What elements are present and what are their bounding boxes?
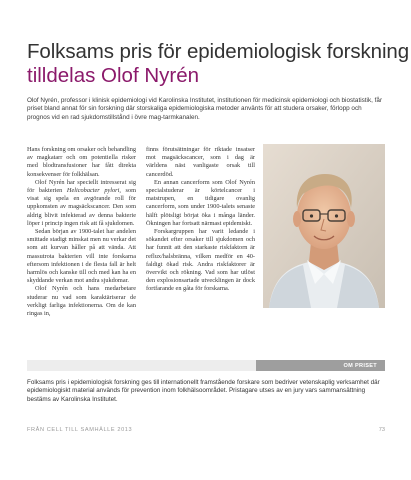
about-text: Folksams pris i epidemiologisk forskning ges till internationellt framstående forskare som bedriver vetenskaplig verksamhet där epidemiologiskt material används för prevention inom folkhälsoområdet. Pristagare utses av en jury vars sammansättning bestäms av Karolinska Institutet. <box>27 379 380 403</box>
footer-publication: FRÅN CELL TILL SAMHÄLLE 2013 <box>27 427 133 433</box>
paragraph: Hans forskning om orsaker och behandling av magkatarr och om potentiella risker med blodtransfusioner har fått direkta konsekvenser för folkhälsan. <box>27 146 136 178</box>
paragraph <box>27 179 136 228</box>
paragraph: En annan cancerform som Olof Nyrén specialstuderar är körtelcancer i matstrupen, en tidigare ovanlig cancerform, som under 1900-talets senaste hälft plötsligt börjat öka i många länder. Ökningen har fortsatt närmast epidemiskt. <box>146 178 255 227</box>
paragraph-text: , som visat sig spela en avgörande roll för uppkomsten av magsäckscancer. Den som aldrig blivit infekterad av denna bakterie löper i princip ingen risk att få sjukdomen. <box>27 187 136 227</box>
article-title-line1: Folksams pris för epidemiologisk forskning <box>27 40 410 63</box>
about-tag: OM PRISET <box>256 360 385 371</box>
paragraph: finns förutsättningar för riktade insatser mot magsäckscancer, som i dag är världens näst vanligaste orsak till cancerdöd. <box>146 146 255 178</box>
species-name: Helicobacter pylori <box>66 187 120 195</box>
paragraph: Olof Nyrén och hans medarbetare studerar nu vad som karaktäriserar de verkligt farliga infektionerna. Om de kan ringas in, <box>27 285 136 318</box>
paragraph: Sedan början av 1900-talet har andelen smittade stadigt minskat men nu verkar det som att kurvan håller på att vända. Att massutrota bakterien vill inte forskarna eftersom infektionen i de flesta fall är helt harmlös och kanske till och med kan ha en skyddande verkan mot andra sjukdomar. <box>27 228 136 285</box>
article-lead: Olof Nyrén, professor i klinisk epidemiologi vid Karolinska Institutet, institutionen för medicinsk epidemiologi och biostatistik, får priset bland annat för sin forskning där storskaliga epidemiologiska metoder använts för att studera orsaker, förlopp och prognos vid en rad sjukdomstillstånd i övre mag-tarmkanalen. <box>27 97 383 121</box>
body-column-1 <box>27 146 136 318</box>
body-column-2 <box>146 146 255 294</box>
portrait-photo <box>263 144 385 308</box>
page-number: 73 <box>378 427 385 433</box>
article-title-line2: tilldelas Olof Nyrén <box>27 64 200 87</box>
paragraph-text: Olof Nyrén har speciellt intresserat sig för bakterien <box>27 178 136 195</box>
paragraph: Forskargruppen har varit ledande i sökandet efter orsaker till sjukdomen och har funnit att den starkaste riskfaktorn är reflux/halsbränna, vilken medför en 40-faldigt ökad risk. Andra riskfaktorer är övervikt och rökning. Vad som har utlöst den explosionsartade utvecklingen är dock fortfarande en gåta för forskarna. <box>146 228 255 293</box>
